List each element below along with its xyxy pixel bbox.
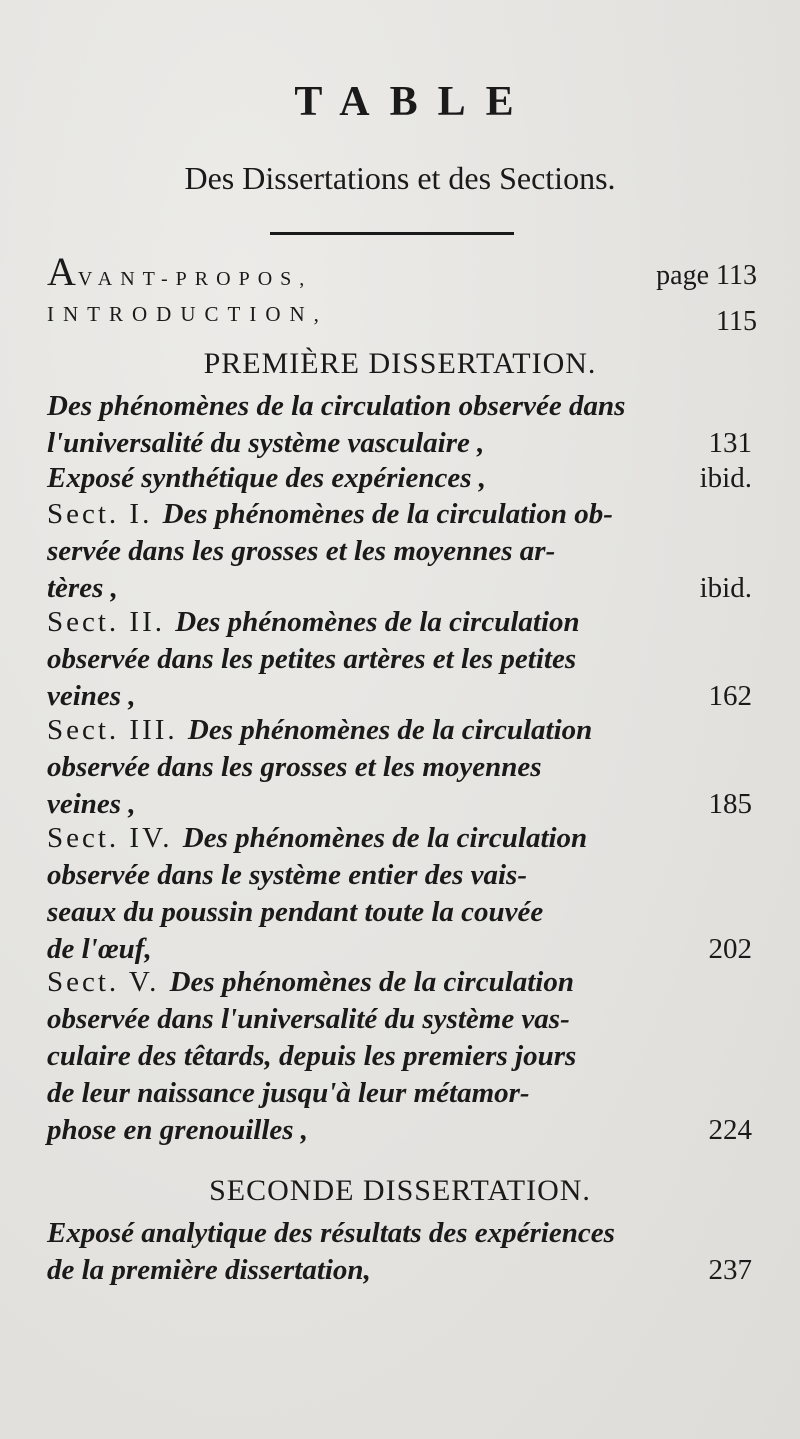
entry-text: veines , bbox=[47, 680, 136, 712]
toc-entry-line bbox=[47, 641, 752, 678]
toc-page: 162 bbox=[708, 680, 752, 712]
toc-entry-line bbox=[47, 1001, 752, 1038]
section-label: Sect. V. bbox=[47, 966, 170, 998]
toc-entry-line bbox=[47, 931, 752, 968]
toc-entry-line bbox=[47, 388, 752, 425]
dissertation-1-heading: PREMIÈRE DISSERTATION. bbox=[203, 347, 597, 380]
toc-entry-avant-propos bbox=[47, 248, 757, 292]
toc-entry bbox=[47, 604, 752, 715]
divider-rule bbox=[270, 232, 514, 235]
toc-page: 237 bbox=[708, 1254, 752, 1286]
entry-text: l'universalité du système vasculaire , bbox=[47, 427, 485, 459]
entry-text: seaux du poussin pendant toute la couvée bbox=[47, 896, 544, 928]
toc-page: 185 bbox=[708, 788, 752, 820]
toc-label: INTRODUCTION, bbox=[47, 302, 328, 326]
toc-page: 202 bbox=[708, 933, 752, 965]
section-label: Sect. IV. bbox=[47, 822, 183, 854]
toc-entry-line bbox=[47, 604, 752, 641]
drop-initial: A bbox=[47, 249, 78, 294]
toc-entry-line bbox=[47, 1075, 752, 1112]
toc-entry-line bbox=[47, 820, 752, 857]
toc-page: ibid. bbox=[699, 572, 752, 604]
entry-text: phose en grenouilles , bbox=[47, 1114, 309, 1146]
section-label: Sect. III. bbox=[47, 714, 188, 746]
toc-label: VANT-PROPOS, bbox=[77, 268, 313, 290]
toc-entry-line bbox=[47, 964, 752, 1001]
toc-entry-line bbox=[47, 1215, 752, 1252]
entry-text: observée dans les grosses et les moyennes bbox=[47, 751, 542, 783]
toc-entry-line bbox=[47, 1038, 752, 1075]
toc-entry bbox=[47, 712, 752, 823]
entry-text: Des phénomènes de la circulation ob- bbox=[162, 498, 613, 530]
toc-entry-line bbox=[47, 712, 752, 749]
entry-text: Des phénomènes de la circulation observée dans bbox=[47, 390, 626, 422]
toc-entry bbox=[47, 1215, 752, 1289]
toc-entry bbox=[47, 496, 752, 607]
entry-text: observée dans le système entier des vais- bbox=[47, 859, 528, 891]
entry-text: Des phénomènes de la circulation bbox=[175, 606, 580, 638]
entry-text: Des phénomènes de la circulation bbox=[169, 966, 574, 998]
toc-entry-line bbox=[47, 425, 752, 462]
toc-entry-line bbox=[47, 857, 752, 894]
page-title: TABLE bbox=[294, 79, 534, 125]
toc-page: 115 bbox=[716, 306, 757, 337]
entry-text: servée dans les grosses et les moyennes ar- bbox=[47, 535, 556, 567]
dissertation-2-heading: SECONDE DISSERTATION. bbox=[209, 1174, 591, 1207]
toc-page: 131 bbox=[708, 427, 752, 459]
toc-entry bbox=[47, 460, 752, 497]
entry-text: veines , bbox=[47, 788, 136, 820]
toc-entry bbox=[47, 964, 752, 1149]
entry-text: de leur naissance jusqu'à leur métamor- bbox=[47, 1077, 530, 1109]
section-label: Sect. II. bbox=[47, 606, 176, 638]
entry-text: tères , bbox=[47, 572, 118, 604]
entry-text: de la première dissertation, bbox=[47, 1254, 371, 1286]
section-label: Sect. I. bbox=[47, 498, 163, 530]
entry-text: observée dans les petites artères et les petites bbox=[47, 643, 577, 675]
toc-entry-line bbox=[47, 1252, 752, 1289]
toc-entry-introduction bbox=[47, 302, 757, 338]
entry-text: Des phénomènes de la circulation bbox=[182, 822, 588, 854]
page-subtitle: Des Dissertations et des Sections. bbox=[184, 160, 616, 196]
toc-entry-line bbox=[47, 894, 752, 931]
toc-entry-line bbox=[47, 678, 752, 715]
toc-entry-line bbox=[47, 749, 752, 786]
toc-entry-line bbox=[47, 570, 752, 607]
entry-text: Des phénomènes de la circulation bbox=[187, 714, 593, 746]
toc-entry-line bbox=[47, 533, 752, 570]
toc-entry-line bbox=[47, 786, 752, 823]
toc-entry bbox=[47, 820, 752, 968]
entry-text: culaire des têtards, depuis les premiers jours bbox=[47, 1040, 577, 1072]
toc-page: 224 bbox=[708, 1114, 752, 1146]
entry-text: Exposé analytique des résultats des expériences bbox=[47, 1217, 615, 1249]
entry-text: Exposé synthétique des expériences , bbox=[47, 462, 486, 494]
entry-text: de l'œuf, bbox=[47, 933, 152, 965]
toc-page: ibid. bbox=[699, 462, 752, 494]
toc-page: page 113 bbox=[656, 260, 757, 291]
entry-text: observée dans l'universalité du système vas- bbox=[47, 1003, 570, 1035]
toc-entry bbox=[47, 388, 752, 462]
toc-entry-line bbox=[47, 460, 752, 497]
toc-entry-line bbox=[47, 1112, 752, 1149]
toc-entry-line bbox=[47, 496, 752, 533]
